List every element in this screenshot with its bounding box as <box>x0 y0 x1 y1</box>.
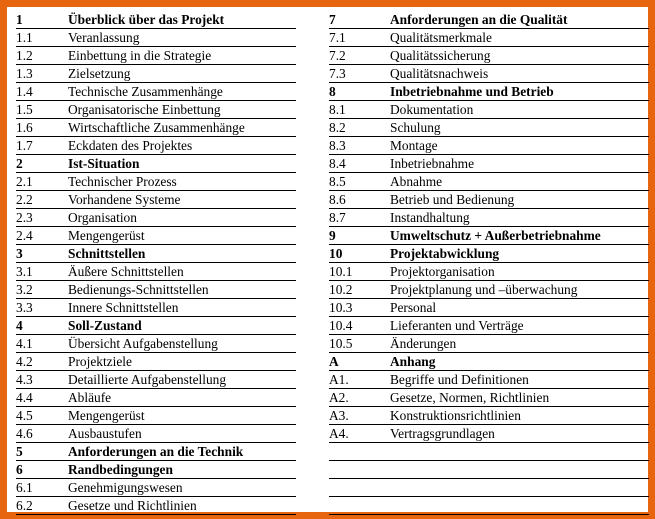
toc-empty-row <box>329 443 649 461</box>
toc-number: 4.5 <box>16 408 33 423</box>
toc-subsection-row <box>329 371 649 389</box>
toc-subsection-row <box>329 425 649 443</box>
toc-subsection-row <box>16 497 296 515</box>
toc-subsection-row <box>16 407 296 425</box>
toc-section-row <box>16 317 296 335</box>
toc-section-row <box>16 461 296 479</box>
toc-empty-row <box>329 461 649 479</box>
toc-subsection-row <box>16 65 296 83</box>
toc-subsection-row <box>16 353 296 371</box>
toc-title: Veranlassung <box>68 30 140 45</box>
toc-number: 7 <box>329 12 336 27</box>
toc-number: 8.6 <box>329 192 346 207</box>
toc-title: Inbetriebnahme <box>390 156 475 171</box>
toc-title: Projektabwicklung <box>390 246 500 261</box>
toc-subsection-row <box>329 137 649 155</box>
toc-number: A4. <box>329 426 349 441</box>
toc-number: 7.2 <box>329 48 346 63</box>
toc-title: Qualitätssicherung <box>390 48 491 63</box>
toc-number: 2 <box>16 156 23 171</box>
toc-right-column <box>329 11 649 515</box>
toc-number: A3. <box>329 408 349 423</box>
toc-number: 3 <box>16 246 23 261</box>
toc-title: Dokumentation <box>390 102 474 117</box>
toc-number: 1.5 <box>16 102 33 117</box>
toc-number: 1 <box>16 12 23 27</box>
toc-subsection-row <box>16 371 296 389</box>
toc-title: Soll-Zustand <box>68 318 142 333</box>
toc-title: Begriffe und Definitionen <box>390 372 529 387</box>
toc-number: 8.3 <box>329 138 346 153</box>
toc-number: 2.4 <box>16 228 33 243</box>
toc-title: Wirtschaftliche Zusammenhänge <box>68 120 245 135</box>
toc-title: Schulung <box>390 120 441 135</box>
toc-title: Änderungen <box>390 336 457 351</box>
toc-number: 1.3 <box>16 66 33 81</box>
toc-subsection-row <box>329 281 649 299</box>
toc-subsection-row <box>16 389 296 407</box>
toc-number: 6.2 <box>16 498 33 513</box>
toc-title: Projektorganisation <box>390 264 495 279</box>
toc-title: Schnittstellen <box>68 246 146 261</box>
toc-number: A2. <box>329 390 349 405</box>
toc-title: Vertragsgrundlagen <box>390 426 495 441</box>
toc-number: 9 <box>329 228 336 243</box>
toc-title: Abnahme <box>390 174 443 189</box>
toc-subsection-row <box>329 29 649 47</box>
toc-section-row <box>329 83 649 101</box>
toc-number: 1.1 <box>16 30 33 45</box>
toc-subsection-row <box>16 299 296 317</box>
toc-section-row <box>329 245 649 263</box>
toc-number: A1. <box>329 372 349 387</box>
toc-number: 2.2 <box>16 192 33 207</box>
toc-section-row <box>16 245 296 263</box>
toc-title: Organisatorische Einbettung <box>68 102 221 117</box>
toc-section-row <box>16 443 296 461</box>
toc-title: Ausbaustufen <box>68 426 142 441</box>
toc-title: Übersicht Aufgabenstellung <box>68 336 218 351</box>
toc-title: Überblick über das Projekt <box>68 12 225 27</box>
toc-number: 8.5 <box>329 174 346 189</box>
toc-title: Vorhandene Systeme <box>68 192 181 207</box>
toc-title: Innere Schnittstellen <box>68 300 179 315</box>
toc-number: 7.3 <box>329 66 346 81</box>
toc-title: Mengengerüst <box>68 408 145 423</box>
toc-title: Gesetze und Richtlinien <box>68 498 197 513</box>
toc-number: 1.7 <box>16 138 33 153</box>
toc-subsection-row <box>329 263 649 281</box>
toc-title: Anhang <box>390 354 436 369</box>
toc-number: 1.4 <box>16 84 33 99</box>
toc-number: 2.1 <box>16 174 33 189</box>
toc-section-row <box>329 353 649 371</box>
toc-title: Randbedingungen <box>68 462 173 477</box>
toc-number: 1.6 <box>16 120 33 135</box>
toc-title: Projektziele <box>68 354 132 369</box>
toc-subsection-row <box>16 29 296 47</box>
toc-title: Technische Zusammenhänge <box>68 84 223 99</box>
toc-number: 8.1 <box>329 102 346 117</box>
toc-title: Genehmigungswesen <box>68 480 183 495</box>
toc-title: Detaillierte Aufgabenstellung <box>68 372 227 387</box>
toc-number: 8 <box>329 84 336 99</box>
toc-title: Instandhaltung <box>390 210 470 225</box>
toc-number: 4.2 <box>16 354 33 369</box>
toc-title: Anforderungen an die Technik <box>68 444 244 459</box>
toc-section-row <box>329 11 649 29</box>
toc-number: 4.3 <box>16 372 33 387</box>
toc-number: 4.4 <box>16 390 33 405</box>
toc-subsection-row <box>16 83 296 101</box>
toc-subsection-row <box>16 101 296 119</box>
toc-subsection-row <box>16 209 296 227</box>
toc-empty-row <box>329 497 649 515</box>
toc-subsection-row <box>329 299 649 317</box>
toc-number: 10.5 <box>329 336 353 351</box>
toc-title: Technischer Prozess <box>68 174 177 189</box>
toc-number: 6 <box>16 462 23 477</box>
toc-subsection-row <box>16 119 296 137</box>
toc-title: Anforderungen an die Qualität <box>390 12 568 27</box>
toc-title: Umweltschutz + Außerbetriebnahme <box>390 228 601 243</box>
toc-subsection-row <box>329 101 649 119</box>
toc-subsection-row <box>329 173 649 191</box>
toc-subsection-row <box>329 191 649 209</box>
toc-empty-row <box>329 479 649 497</box>
toc-subsection-row <box>16 263 296 281</box>
toc-title: Personal <box>390 300 437 315</box>
toc-title: Inbetriebnahme und Betrieb <box>390 84 554 99</box>
toc-subsection-row <box>16 281 296 299</box>
toc-title: Montage <box>390 138 438 153</box>
toc-title: Betrieb und Bedienung <box>390 192 515 207</box>
toc-section-row <box>16 155 296 173</box>
toc-subsection-row <box>16 47 296 65</box>
toc-title: Gesetze, Normen, Richtlinien <box>390 390 550 405</box>
toc-subsection-row <box>16 335 296 353</box>
toc-number: 4 <box>16 318 23 333</box>
toc-number: 8.2 <box>329 120 346 135</box>
toc-subsection-row <box>329 317 649 335</box>
toc-subsection-row <box>329 65 649 83</box>
toc-subsection-row <box>329 407 649 425</box>
toc-number: 4.1 <box>16 336 33 351</box>
toc-number: 10.1 <box>329 264 353 279</box>
toc-title: Lieferanten und Verträge <box>390 318 524 333</box>
toc-left-column <box>16 11 296 515</box>
toc-number: 10.3 <box>329 300 353 315</box>
toc-number: 3.1 <box>16 264 33 279</box>
toc-subsection-row <box>329 47 649 65</box>
toc-number: 3.3 <box>16 300 33 315</box>
toc-number: 5 <box>16 444 23 459</box>
toc-number: 10 <box>329 246 343 261</box>
toc-title: Projektplanung und –überwachung <box>390 282 578 297</box>
toc-subsection-row <box>329 119 649 137</box>
toc-title: Qualitätsmerkmale <box>390 30 492 45</box>
toc-subsection-row <box>16 191 296 209</box>
toc-subsection-row <box>16 425 296 443</box>
toc-subsection-row <box>16 227 296 245</box>
toc-title: Organisation <box>68 210 137 225</box>
toc-subsection-row <box>329 389 649 407</box>
toc-title: Äußere Schnittstellen <box>68 264 184 279</box>
toc-number: A <box>329 354 339 369</box>
toc-title: Bedienungs-Schnittstellen <box>68 282 209 297</box>
toc-subsection-row <box>329 335 649 353</box>
toc-section-row <box>329 227 649 245</box>
toc-title: Eckdaten des Projektes <box>68 138 193 153</box>
toc-number: 7.1 <box>329 30 346 45</box>
toc-number: 4.6 <box>16 426 33 441</box>
toc-number: 8.4 <box>329 156 346 171</box>
toc-title: Zielsetzung <box>68 66 131 81</box>
toc-number: 3.2 <box>16 282 33 297</box>
toc-title: Einbettung in die Strategie <box>68 48 212 63</box>
toc-subsection-row <box>16 479 296 497</box>
toc-subsection-row <box>16 137 296 155</box>
toc-number: 1.2 <box>16 48 33 63</box>
toc-title: Konstruktionsrichtlinien <box>390 408 521 423</box>
toc-subsection-row <box>329 209 649 227</box>
toc-number: 10.4 <box>329 318 353 333</box>
toc-subsection-row <box>329 155 649 173</box>
toc-number: 6.1 <box>16 480 33 495</box>
toc-number: 2.3 <box>16 210 33 225</box>
toc-subsection-row <box>16 173 296 191</box>
toc-title: Abläufe <box>68 390 112 405</box>
toc-title: Mengengerüst <box>68 228 145 243</box>
toc-title: Ist-Situation <box>68 156 140 171</box>
toc-number: 8.7 <box>329 210 346 225</box>
toc-section-row <box>16 11 296 29</box>
toc-title: Qualitätsnachweis <box>390 66 489 81</box>
toc-number: 10.2 <box>329 282 353 297</box>
